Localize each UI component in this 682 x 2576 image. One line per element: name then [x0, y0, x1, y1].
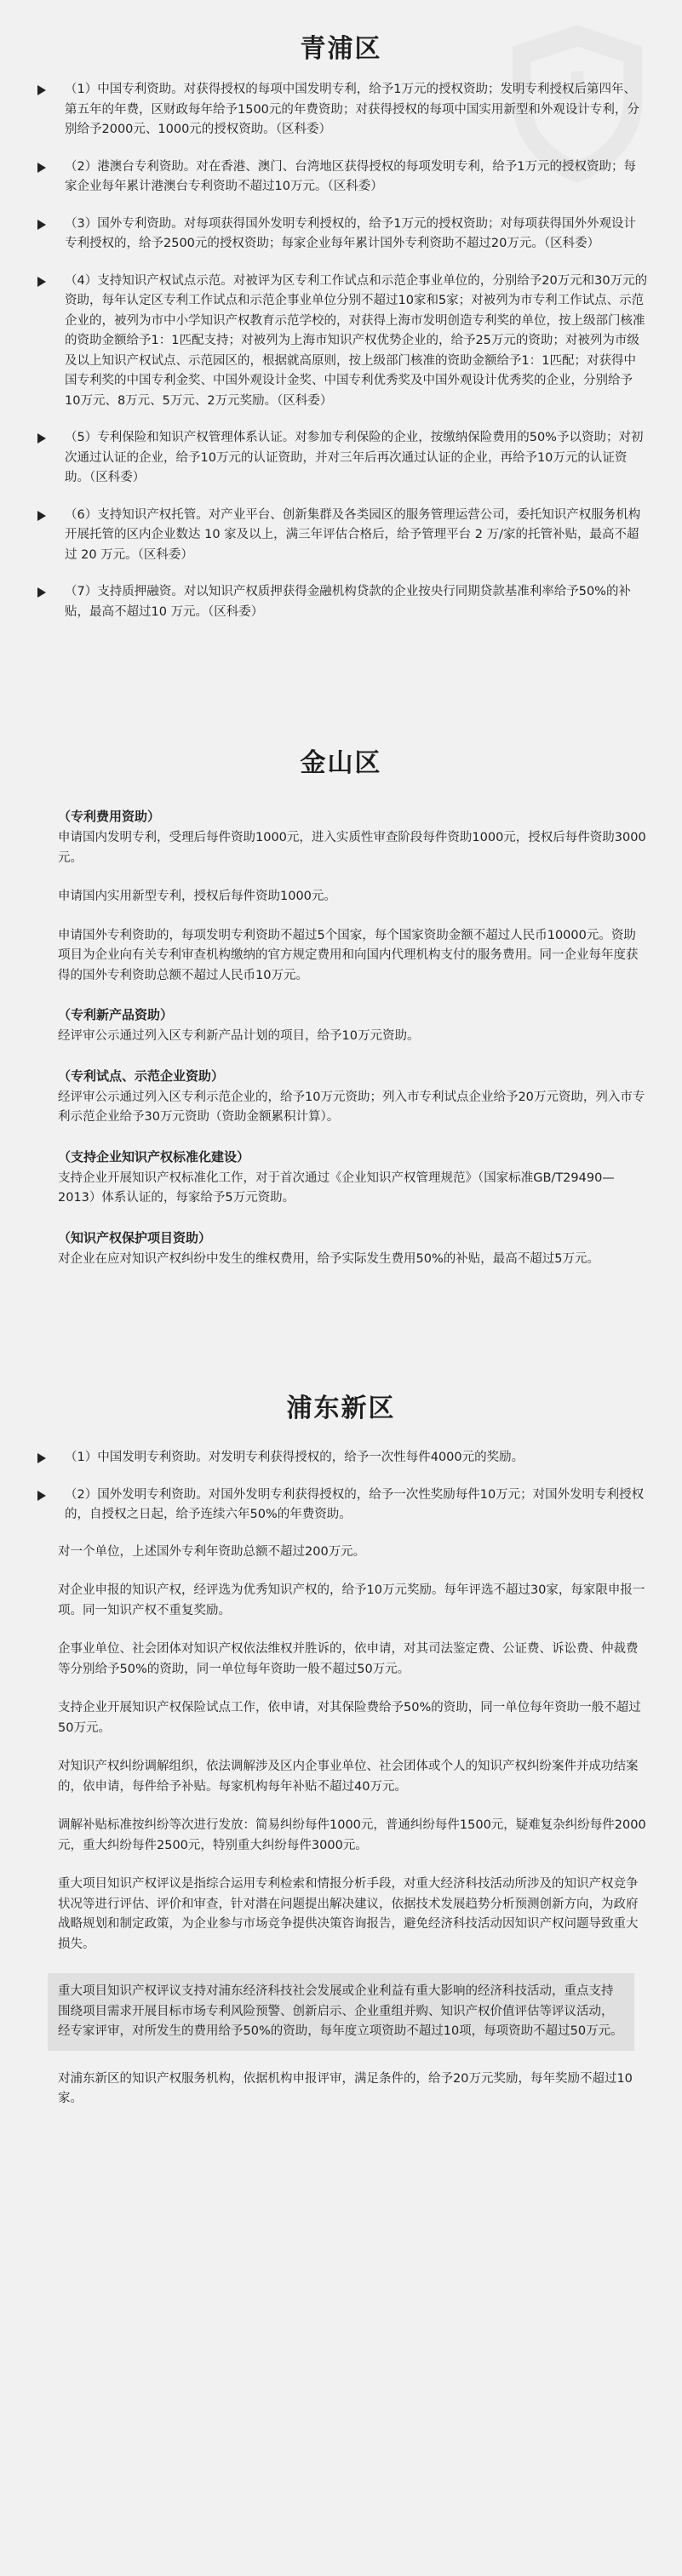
list-item	[34, 1448, 648, 1468]
paragraph: 调解补贴标准按纠纷等次进行发放：简易纠纷每件1000元，普通纠纷每件1500元，疑难复杂纠纷每件2000元，重大纠纷每件2500元，特别重大纠纷每件3000元。	[58, 1818, 646, 1852]
list-item	[34, 272, 648, 412]
triangle-bullet-icon	[37, 163, 46, 173]
section-title-qingpu: 青浦区	[300, 34, 382, 64]
subhead: （专利试点、示范企业资助）	[58, 1068, 225, 1084]
section-qingpu	[0, 0, 682, 622]
item-text: （3）国外专利资助。对每项获得国外发明专利授权的，给予1万元的授权资助；对每项获得国外外观设计专利授权的，给予2500元的授权资助；每家企业每年累计国外专利资助不超过20万元。（区科委）	[65, 216, 636, 250]
item-text: （5）专利保险和知识产权管理体系认证。对参加专利保险的企业，按缴纳保险费用的50%予以资助；对初次通过认证的企业，给予10万元的认证资助，并对三年后再次通过认证的企业，再给予10万元的认证资助。（区科委）	[65, 431, 644, 484]
section-jinshan	[0, 639, 682, 1269]
list-item	[34, 506, 648, 566]
item-text: （6）支持知识产权托管。对产业平台、创新集群及各类园区的服务管理运营公司，委托知识产权服务机构开展托管的区内企业数达 10 家及以上，满三年评估合格后，给予管理平台 2 万/家的托管补贴，最高不超过 20 万元。（区科委）	[65, 507, 641, 562]
list-item	[34, 1485, 648, 1526]
item-text: （4）支持知识产权试点示范。对被评为区专利工作试点和示范企事业单位的，分别给予20万元和30万元的资助，每年认定区专利工作试点和示范企事业单位分别不超过10家和5家；对被列为市专利工作试点、示范企业的，被列为市中小学知识产权教育示范学校的，对获得上海市发明创造专利奖的单位，按上级部门核准的资助金额给予1：1匹配支持；对被列为上海市知识产权优势企业的，给予25万元的资助；对被列为市级及以上知识产权试点、示范园区的，根据就高原则，按上级部门核准的资助金额给予1：1匹配；对获得中国专利奖的中国专利金奖、中国外观设计金奖、中国专利优秀奖及中国外观设计优秀奖的企业，分别给予10万元、8万元、5万元、2万元奖励。（区科委）	[65, 273, 648, 408]
triangle-bullet-icon	[37, 587, 46, 598]
paragraph: 经评审公示通过列入区专利示范企业的，给予10万元资助；列入市专利试点企业给予20万元资助，列入市专利示范企业给予30万元资助（资助金额累积计算）。	[58, 1090, 645, 1124]
paragraph: 重大项目知识产权评议是指综合运用专利检索和情报分析手段，对重大经济科技活动所涉及的知识产权竞争状况等进行评估、评价和审查，针对潜在问题提出解决建议，依据技术发展趋势分析预测创新方向，为政府战略规划和制定政策，为企业参与市场竞争提供决策咨询报告，避免经济科技活动因知识产权问题导致重大损失。	[58, 1877, 639, 1951]
item-text: （2）港澳台专利资助。对在香港、澳门、台湾地区获得授权的每项发明专利，给予1万元的授权资助；每家企业每年累计港澳台专利资助不超过10万元。（区科委）	[65, 159, 636, 193]
item-text: （1）中国发明专利资助。对发明专利获得授权的，给予一次性每件4000元的奖励。	[65, 1451, 524, 1464]
subhead: （支持企业知识产权标准化建设）	[58, 1148, 250, 1165]
paragraph: 对知识产权纠纷调解组织，依法调解涉及区内企事业单位、社会团体或个人的知识产权纠纷案件并成功结案的，依申请，每件给予补贴。每家机构每年补贴不超过40万元。	[58, 1760, 639, 1794]
paragraph: 企事业单位、社会团体对知识产权依法维权并胜诉的，依申请，对其司法鉴定费、公证费、诉讼费、仲裁费等分别给予50%的资助，同一单位每年资助一般不超过50万元。	[58, 1642, 639, 1676]
subhead: （知识产权保护项目资助）	[58, 1229, 212, 1245]
section-title-pudong: 浦东新区	[286, 1394, 396, 1423]
subhead: （专利费用资助）	[58, 809, 161, 824]
paragraph: 申请国内发明专利，受理后每件资助1000元，进入实质性审查阶段每件资助1000元，授权后每件资助3000元。	[58, 831, 646, 865]
item-text: （1）中国专利资助。对获得授权的每项中国发明专利，给予1万元的授权资助；发明专利授权后第四年、第五年的年费，区财政每年给予1500元的年费资助；对获得授权的每项中国实用新型和外观设计专利，分别给予2000元、1000元的授权资助。（区科委）	[65, 83, 639, 136]
item-text: （7）支持质押融资。对以知识产权质押获得金融机构贷款的企业按央行同期贷款基准利率给予50%的补贴，最高不超过10 万元。（区科委）	[65, 585, 631, 619]
list-item	[34, 157, 648, 197]
section-pudong	[0, 1288, 682, 2109]
paragraph: 申请国外专利资助的，每项发明专利资助不超过5个国家，每个国家资助金额不超过人民币10000元。资助项目为企业向有关专利审查机构缴纳的官方规定费用和向国内代理机构支付的服务费用。同一企业每年度获得的国外专利资助总额不超过人民币10万元。	[58, 928, 639, 982]
paragraph: 对企业申报的知识产权，经评选为优秀知识产权的，给予10万元奖励。每年评选不超过30家，每家限申报一项。同一知识产权不重复奖励。	[58, 1583, 645, 1617]
paragraph: 申请国内实用新型专利，授权后每件资助1000元。	[58, 890, 336, 903]
triangle-bullet-icon	[37, 511, 46, 521]
paragraph: 经评审公示通过列入区专利新产品计划的项目，给予10万元资助。	[58, 1029, 420, 1043]
triangle-bullet-icon	[37, 1453, 46, 1463]
paragraph: 支持企业开展知识产权保险试点工作，依申请，对其保险费给予50%的资助，同一单位每年资助一般不超过50万元。	[58, 1701, 641, 1735]
subhead: （专利新产品资助）	[58, 1007, 174, 1022]
list-item	[34, 215, 648, 255]
paragraph: 支持企业开展知识产权标准化工作，对于首次通过《企业知识产权管理规范》（国家标准GB/T29490—2013）体系认证的，每家给予5万元资助。	[58, 1171, 615, 1205]
item-text: （2）国外发明专利资助。对国外发明专利获得授权的，给予一次性奖励每件10万元；对国外发明专利授权的，自授权之日起，给予连续六年50%的年费资助。	[65, 1487, 645, 1521]
triangle-bullet-icon	[37, 1491, 46, 1501]
list-item	[34, 582, 648, 622]
paragraph-highlighted: 重大项目知识产权评议支持对浦东经济科技社会发展或企业利益有重大影响的经济科技活动，重点支持围绕项目需求开展目标市场专利风险预警、创新启示、企业重组并购、知识产权价值评估等评议活动，经专家评审，对所发生的费用给予50%的资助，每年度立项资助不超过10项，每项资助不超过50万元。	[48, 1973, 634, 2051]
triangle-bullet-icon	[37, 277, 46, 287]
list-item	[34, 80, 648, 140]
triangle-bullet-icon	[37, 220, 46, 230]
paragraph: 对企业在应对知识产权纠纷中发生的维权费用，给予实际发生费用50%的补贴，最高不超过5万元。	[58, 1251, 599, 1266]
list-item	[34, 428, 648, 489]
section-title-jinshan: 金山区	[300, 748, 382, 778]
triangle-bullet-icon	[37, 85, 46, 95]
triangle-bullet-icon	[37, 433, 46, 444]
paragraph: 对浦东新区的知识产权服务机构，依据机构申报评审，满足条件的，给予20万元奖励，每年奖励不超过10家。	[58, 2071, 633, 2105]
paragraph: 对一个单位，上述国外专利年资助总额不超过200万元。	[58, 1544, 366, 1559]
